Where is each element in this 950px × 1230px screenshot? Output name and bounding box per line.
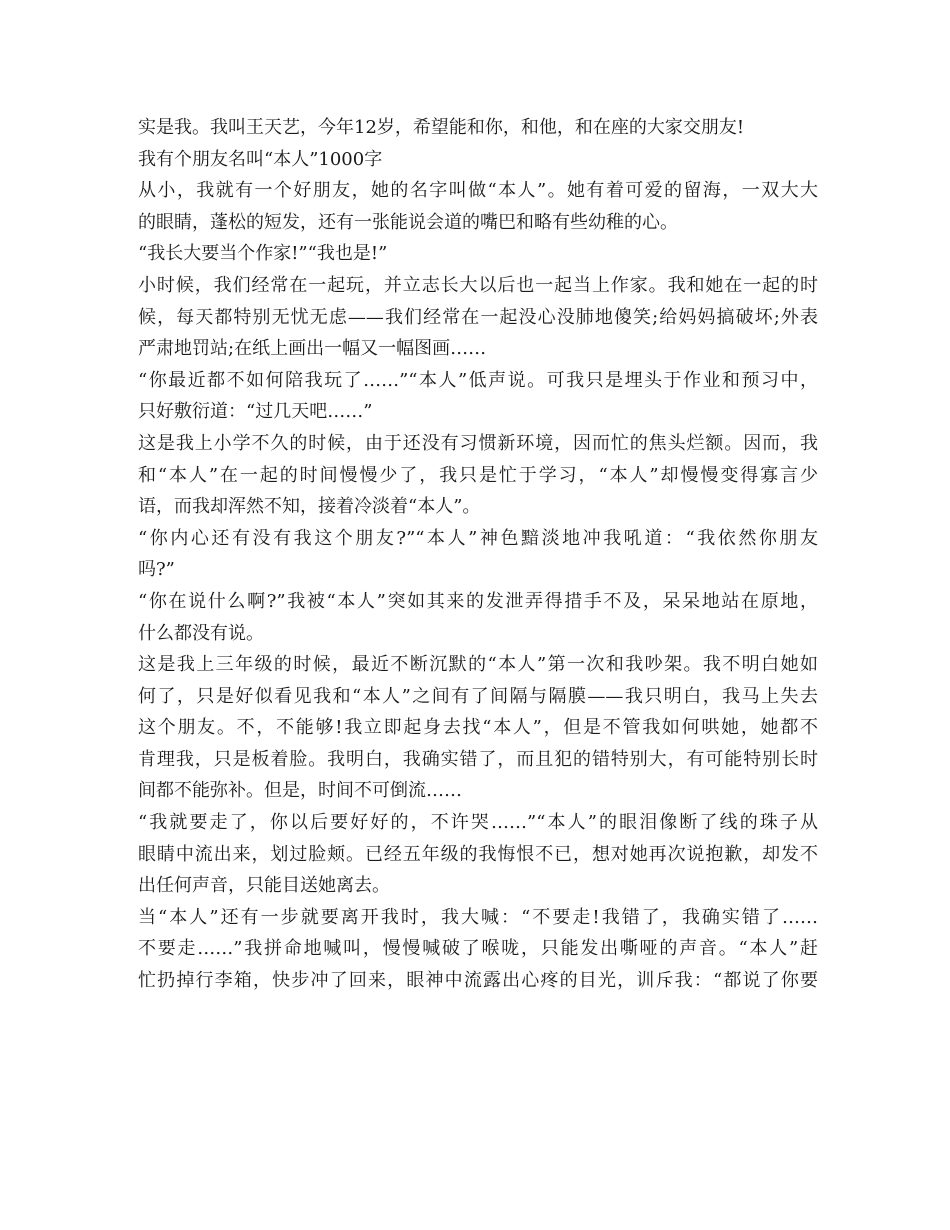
text-line: 从小，我就有一个好朋友，她的名字叫做“本人”。她有着可爱的留海，一双大大 xyxy=(138,180,818,202)
text-line: 候，每天都特别无忧无虑——我们经常在一起没心没肺地傻笑;给妈妈搞破坏;外表 xyxy=(138,306,818,328)
text-line: 实是我。我叫王天艺，今年12岁，希望能和你，和他，和在座的大家交朋友! xyxy=(138,117,745,138)
document-body xyxy=(138,112,818,997)
text-line: 只好敷衍道：“过几天吧……” xyxy=(138,401,373,423)
text-line: 严肃地罚站;在纸上画出一幅又一幅图画…… xyxy=(138,338,487,360)
text-line: 语，而我却浑然不知，接着冷淡着“本人”。 xyxy=(138,496,481,518)
text-line: 当“本人”还有一步就要离开我时，我大喊：“不要走!我错了，我确实错了…… xyxy=(138,906,818,928)
text-line: 和“本人”在一起的时间慢慢少了，我只是忙于学习，“本人”却慢慢变得寡言少 xyxy=(138,464,818,486)
text-line: 出任何声音，只能目送她离去。 xyxy=(138,875,390,897)
text-line: 小时候，我们经常在一起玩，并立志长大以后也一起当上作家。我和她在一起的时 xyxy=(138,274,818,296)
text-line: 的眼睛，蓬松的短发，还有一张能说会道的嘴巴和略有些幼稚的心。 xyxy=(138,211,678,233)
text-line: “你在说什么啊?”我被“本人”突如其来的发泄弄得措手不及，呆呆地站在原地， xyxy=(138,590,818,612)
text-line: 肯理我，只是板着脸。我明白，我确实错了，而且犯的错特别大，有可能特别长时 xyxy=(138,748,818,770)
text-line: 不要走……”我拼命地喊叫，慢慢喊破了喉咙，只能发出嘶哑的声音。“本人”赶 xyxy=(138,938,818,960)
text-line: 什么都没有说。 xyxy=(138,622,264,644)
text-line: 何了，只是好似看见我和“本人”之间有了间隔与隔膜——我只明白，我马上失去 xyxy=(138,685,818,707)
text-line: 吗?” xyxy=(138,559,175,581)
text-line: “我长大要当个作家!”“我也是!” xyxy=(138,243,388,265)
text-line: 这是我上小学不久的时候，由于还没有习惯新环境，因而忙的焦头烂额。因而，我 xyxy=(138,432,818,454)
text-line: 忙扔掉行李箱，快步冲了回来，眼神中流露出心疼的目光，训斥我：“都说了你要 xyxy=(138,970,818,992)
text-line: 这是我上三年级的时候，最近不断沉默的“本人”第一次和我吵架。我不明白她如 xyxy=(138,654,818,676)
text-line: “你内心还有没有我这个朋友?”“本人”神色黯淡地冲我吼道：“我依然你朋友 xyxy=(138,527,818,549)
text-line: “你最近都不如何陪我玩了……”“本人”低声说。可我只是埋头于作业和预习中， xyxy=(138,369,818,391)
text-line: 间都不能弥补。但是，时间不可倒流…… xyxy=(138,780,462,802)
text-line: 这个朋友。不，不能够!我立即起身去找“本人”，但是不管我如何哄她，她都不 xyxy=(138,717,818,739)
text-line: 眼睛中流出来，划过脸颊。已经五年级的我悔恨不已，想对她再次说抱歉，却发不 xyxy=(138,843,818,865)
text-line: “我就要走了，你以后要好好的，不许哭……”“本人”的眼泪像断了线的珠子从 xyxy=(138,812,818,834)
section-heading: 我有个朋友名叫“本人”1000字 xyxy=(138,148,383,170)
